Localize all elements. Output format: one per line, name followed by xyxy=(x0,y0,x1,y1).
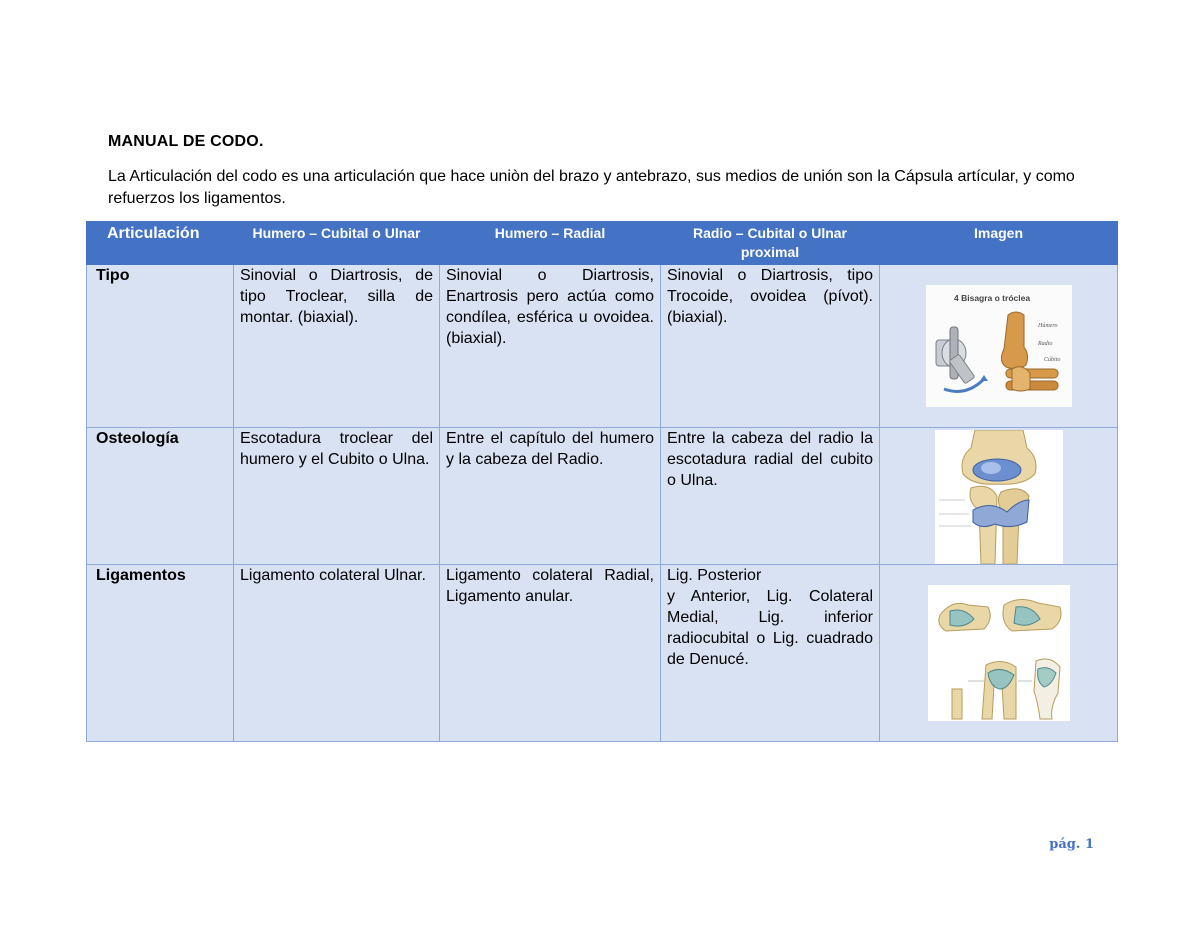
svg-text:Cúbito: Cúbito xyxy=(1043,357,1060,363)
table-cell: Entre la cabeza del radio la escotadura radial del cubito o Ulna. xyxy=(661,428,880,565)
illustration-caption: 4 Bisagra o tróclea xyxy=(953,293,1030,303)
image-cell xyxy=(880,428,1118,565)
table-cell: Sinovial o Diartrosis, tipo Trocoide, ovoidea (pívot). (biaxial). xyxy=(661,265,880,428)
intro-paragraph: La Articulación del codo es una articulación que hace uniòn del brazo y antebrazo, sus medios de unión son la Cápsula artícular, y como refuerzos los ligamentos. xyxy=(108,168,1075,207)
table-row xyxy=(87,265,1118,428)
row-label-ligamentos: Ligamentos xyxy=(87,565,234,742)
row-label-tipo: Tipo xyxy=(87,265,234,428)
header-imagen: Imagen xyxy=(880,222,1118,265)
image-cell xyxy=(880,565,1118,742)
header-articulacion: Articulación xyxy=(87,222,234,265)
document-title: MANUAL DE CODO. xyxy=(108,133,264,150)
elbow-ligaments-illustration xyxy=(928,585,1070,721)
hinge-joint-illustration xyxy=(926,285,1072,407)
table-row xyxy=(87,428,1118,565)
table-cell: Ligamento colateral Radial, Ligamento anular. xyxy=(440,565,661,742)
table-header-row xyxy=(87,222,1118,265)
header-humero-cubital: Humero – Cubital o Ulnar xyxy=(234,222,440,265)
svg-text:Húmero: Húmero xyxy=(1037,323,1057,329)
header-radio-cubital: Radio – Cubital o Ulnar proximal xyxy=(661,222,880,265)
table-cell: Ligamento colateral Ulnar. xyxy=(234,565,440,742)
elbow-osteology-illustration xyxy=(935,430,1063,564)
svg-text:Radio: Radio xyxy=(1037,341,1052,347)
table-cell: Escotadura troclear del humero y el Cubito o Ulna. xyxy=(234,428,440,565)
table-cell: Sinovial o Diartrosis, de tipo Troclear, silla de montar. (biaxial). xyxy=(234,265,440,428)
table-row xyxy=(87,565,1118,742)
page-number: pág. 1 xyxy=(1049,837,1094,852)
image-cell xyxy=(880,265,1118,428)
table-cell: Lig. Posterior y Anterior, Lig. Colateral Medial, Lig. inferior radiocubital o Lig. cuadrado de Denucé. xyxy=(661,565,880,742)
table-cell: Entre el capítulo del humero y la cabeza del Radio. xyxy=(440,428,661,565)
row-label-osteologia: Osteología xyxy=(87,428,234,565)
elbow-table xyxy=(86,221,1118,742)
table-cell: Sinovial o Diartrosis, Enartrosis pero actúa como condílea, esférica u ovoidea. (biaxial). xyxy=(440,265,661,428)
header-humero-radial: Humero – Radial xyxy=(440,222,661,265)
